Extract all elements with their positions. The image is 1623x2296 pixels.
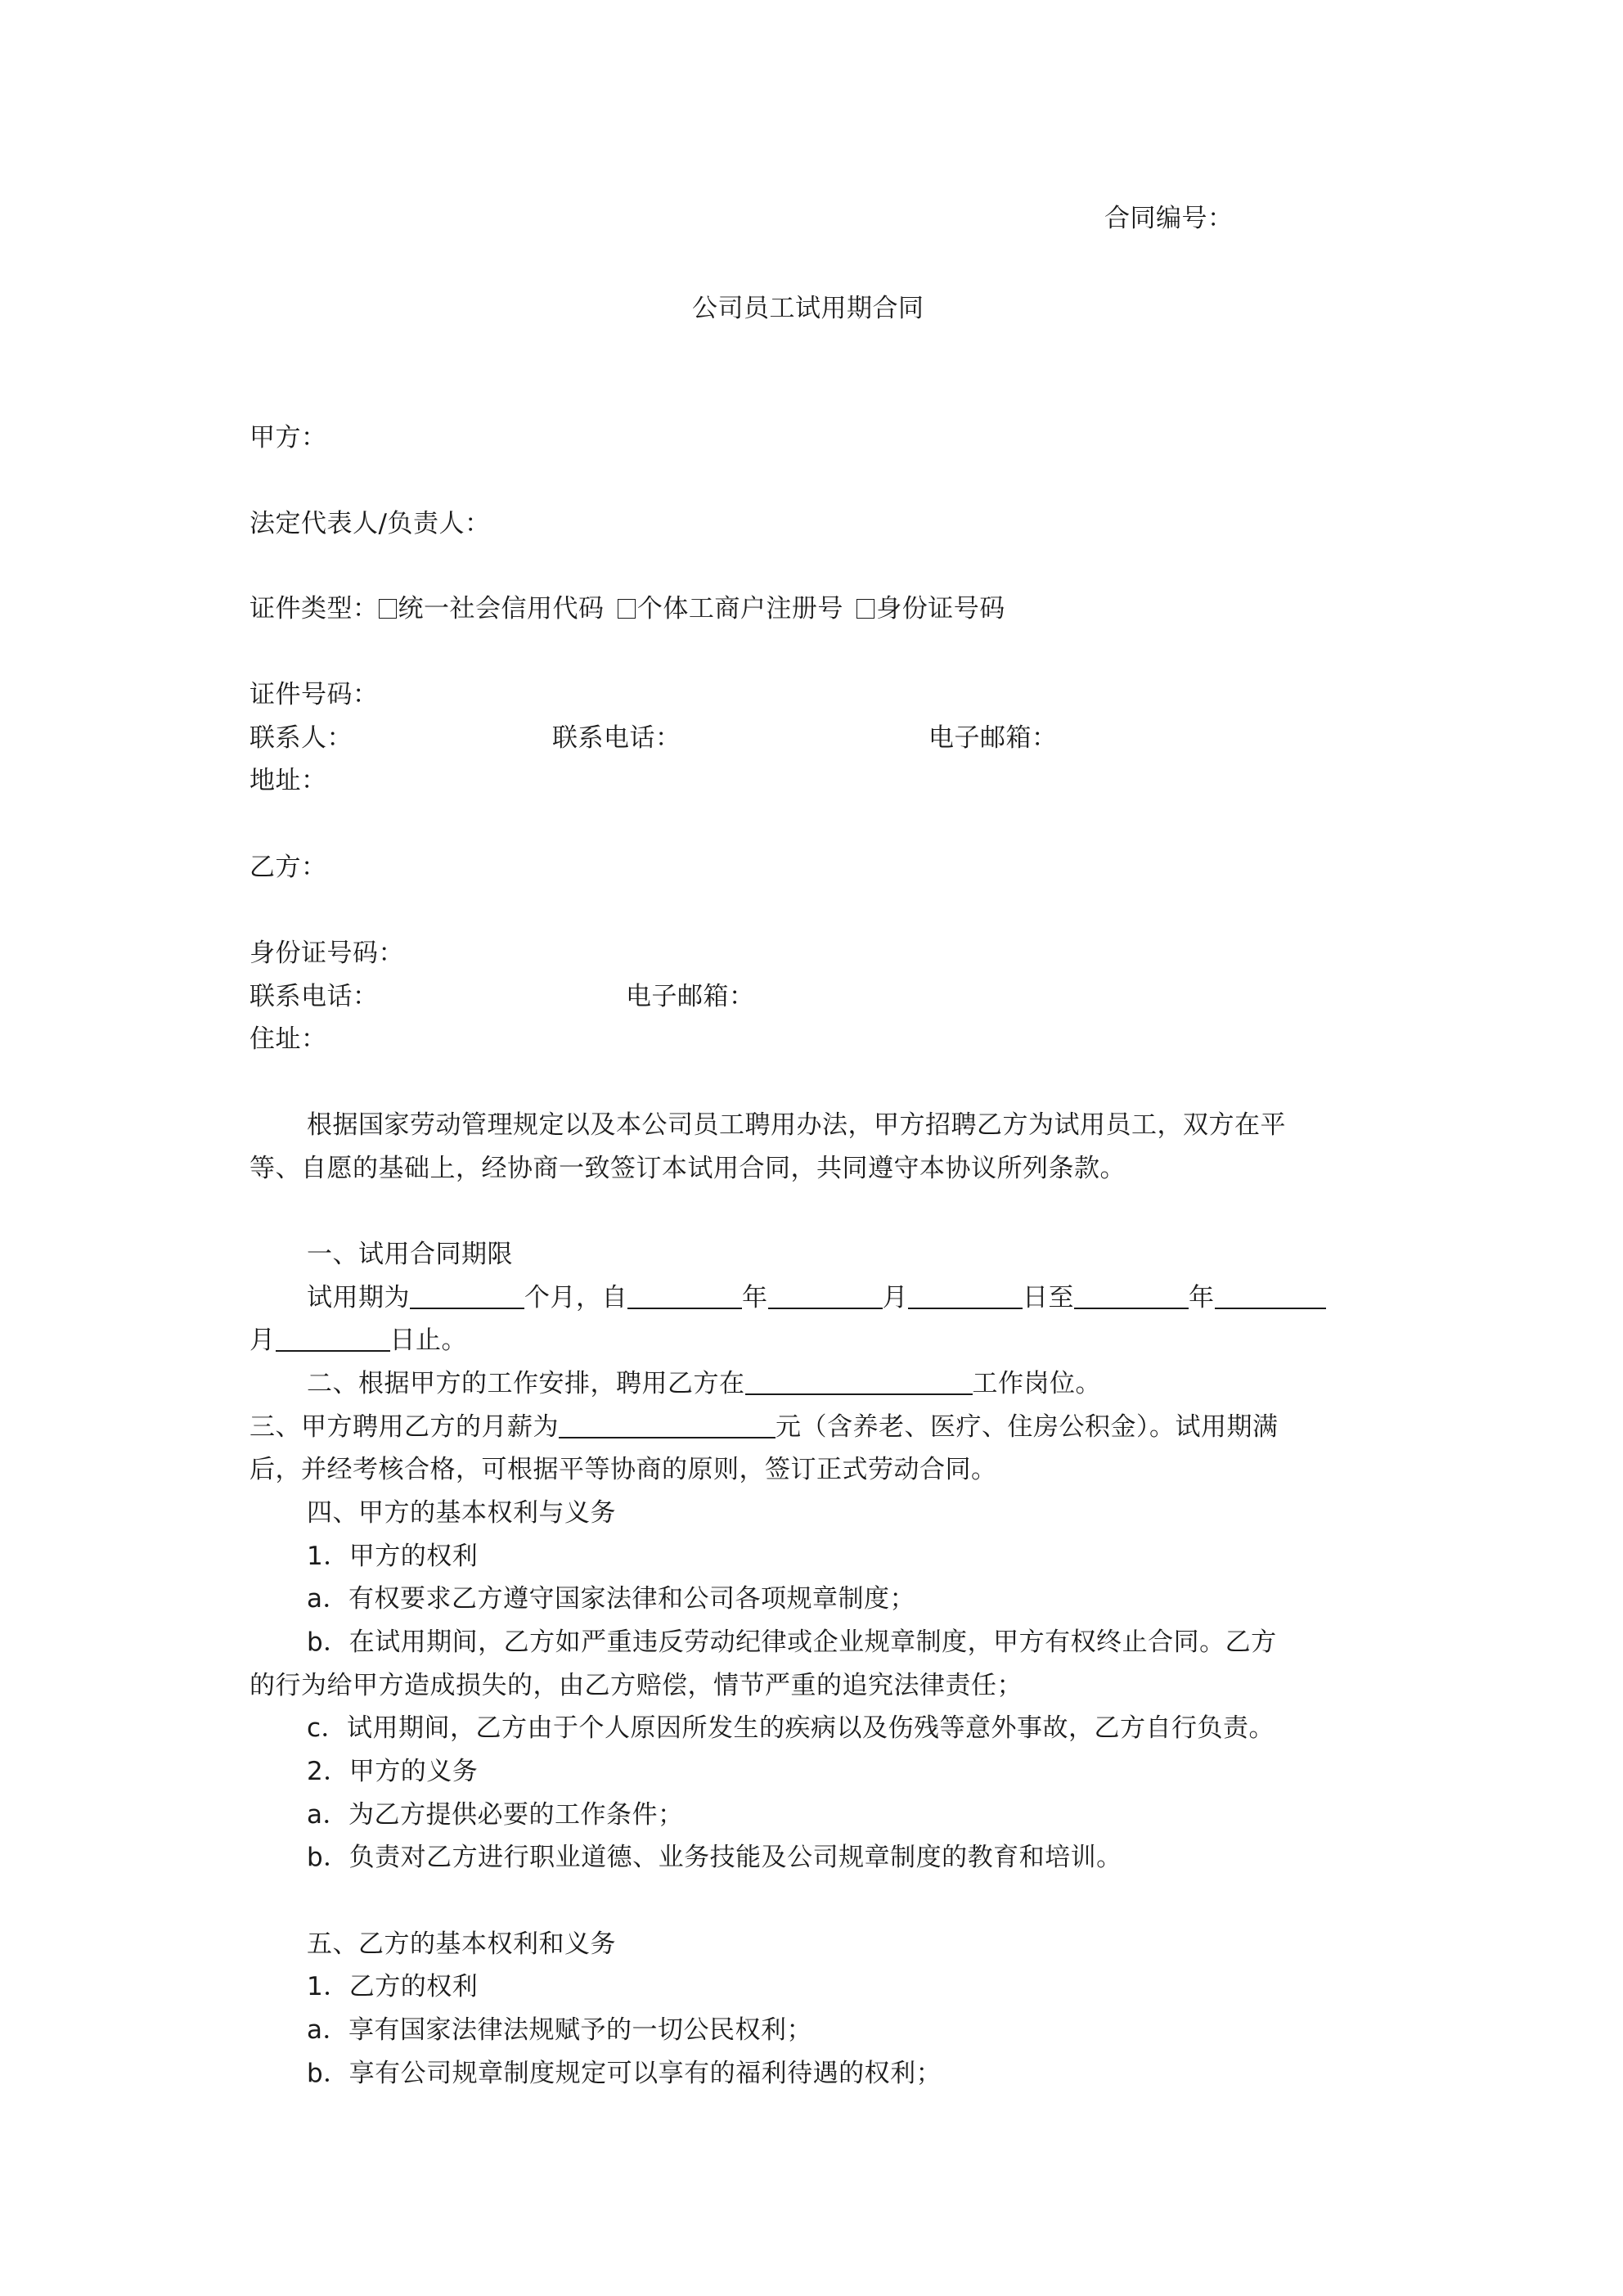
end-day-blank[interactable] <box>276 1326 390 1352</box>
party-a-id-type-row <box>250 592 1005 625</box>
section-4-duties-heading: 2．甲方的义务 <box>307 1757 479 1786</box>
checkbox-credit-code[interactable] <box>379 599 397 619</box>
section-4-right-c: c．试用期间，乙方由于个人原因所发生的疾病以及伤残等意外事故，乙方自行负责。 <box>307 1713 1275 1743</box>
start-year-blank[interactable] <box>627 1283 742 1309</box>
section-4-duty-a: a．为乙方提供必要的工作条件； <box>307 1800 684 1830</box>
section-4-right-a: a．有权要求乙方遵守国家法律和公司各项规章制度； <box>307 1584 915 1614</box>
party-b-id-no-label: 身份证号码： <box>250 939 404 968</box>
section-3-line-2: 后，并经考核合格，可根据平等协商的原则，签订正式劳动合同。 <box>250 1455 997 1484</box>
intro-line-1: 根据国家劳动管理规定以及本公司员工聘用办法，甲方招聘乙方为试用员工，双方在平 <box>307 1110 1286 1140</box>
option-id-card: 身份证号码 <box>876 594 1005 624</box>
section-3-line-1: 三、甲方聘用乙方的月薪为 元（含养老、医疗、住房公积金）。试用期满 <box>250 1412 1279 1442</box>
section-5-heading: 五、乙方的基本权利和义务 <box>307 1929 616 1959</box>
position-blank[interactable] <box>745 1369 973 1395</box>
section-1-line-1: 试用期为 个月，自 年 月 日至 年 <box>307 1281 1326 1314</box>
option-credit-code: 统一社会信用代码 <box>398 594 605 624</box>
party-b-label: 乙方： <box>250 853 327 882</box>
section-4-duty-b: b．负责对乙方进行职业道德、业务技能及公司规章制度的教育和培训。 <box>307 1843 1122 1872</box>
section-4-right-b-line-1: b．在试用期间，乙方如严重违反劳动纪律或企业规章制度，甲方有权终止合同。乙方 <box>307 1627 1277 1657</box>
party-b-phone-label: 联系电话： <box>250 982 379 1011</box>
party-b-address-label: 住址： <box>250 1024 327 1054</box>
months-blank[interactable] <box>410 1283 524 1309</box>
section-5-rights-heading: 1．乙方的权利 <box>307 1972 479 2001</box>
salary-blank[interactable] <box>559 1412 776 1438</box>
start-day-blank[interactable] <box>908 1283 1023 1309</box>
contract-number-label: 合同编号： <box>1104 204 1234 233</box>
section-4-heading: 四、甲方的基本权利与义务 <box>307 1498 616 1528</box>
end-month-blank[interactable] <box>1215 1283 1326 1309</box>
section-2-line: 二、根据甲方的工作安排，聘用乙方在 工作岗位。 <box>307 1369 1101 1398</box>
section-1-line-2: 月 日止。 <box>250 1326 467 1355</box>
section-1-heading: 一、试用合同期限 <box>307 1240 513 1269</box>
section-5-right-b: b．享有公司规章制度规定可以享有的福利待遇的权利； <box>307 2059 942 2088</box>
party-a-contact-label: 联系人： <box>250 723 353 753</box>
document-title: 公司员工试用期合同 <box>692 294 924 323</box>
id-type-label: 证件类型： <box>250 594 379 624</box>
end-year-blank[interactable] <box>1074 1283 1189 1309</box>
start-month-blank[interactable] <box>768 1283 883 1309</box>
section-4-right-b-line-2: 的行为给甲方造成损失的，由乙方赔偿，情节严重的追究法律责任； <box>250 1671 1023 1700</box>
section-5-right-a: a．享有国家法律法规赋予的一切公民权利； <box>307 2015 812 2045</box>
party-b-email-label: 电子邮箱： <box>626 982 755 1011</box>
party-a-label: 甲方： <box>250 423 327 452</box>
party-a-phone-label: 联系电话： <box>552 723 681 753</box>
party-a-address-label: 地址： <box>250 766 327 795</box>
option-business-reg: 个体工商户注册号 <box>636 594 843 624</box>
checkbox-business-reg[interactable] <box>618 599 636 619</box>
party-a-id-no-label: 证件号码： <box>250 680 379 709</box>
party-a-legal-rep-label: 法定代表人/负责人： <box>250 509 491 538</box>
party-a-email-label: 电子邮箱： <box>928 723 1058 753</box>
section-4-rights-heading: 1．甲方的权利 <box>307 1542 479 1571</box>
intro-line-2: 等、自愿的基础上，经协商一致签订本试用合同，共同遵守本协议所列条款。 <box>250 1154 1126 1183</box>
checkbox-id-card[interactable] <box>856 599 874 619</box>
